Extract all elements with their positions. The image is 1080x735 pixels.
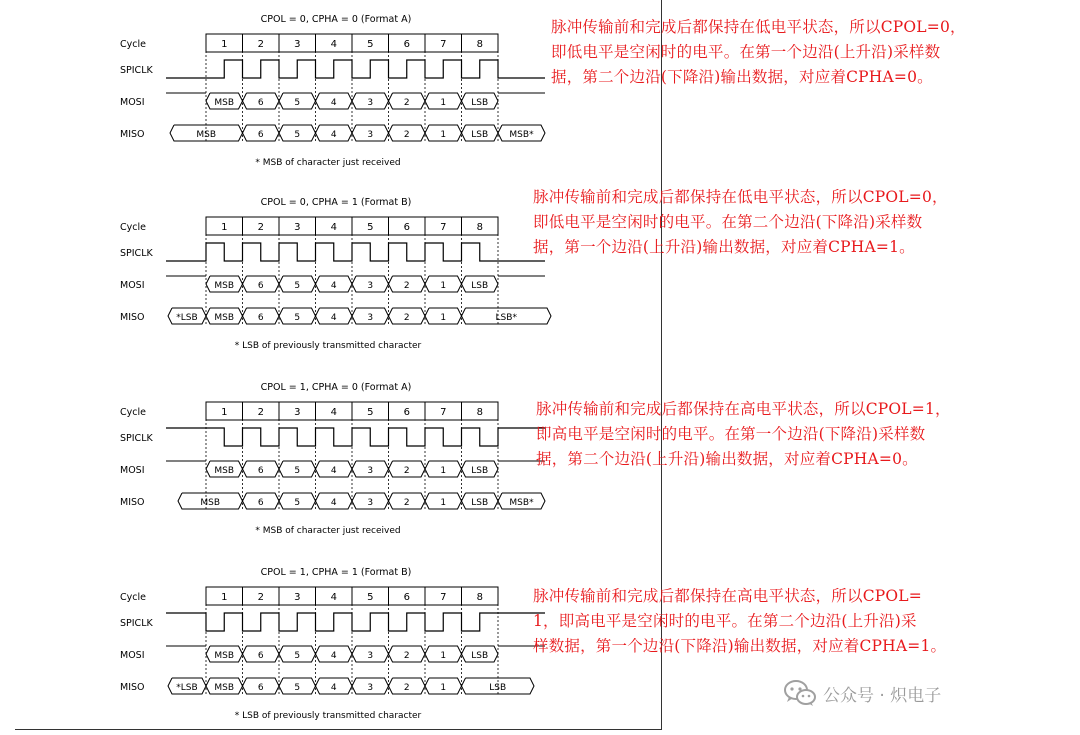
diagram-footnote: * MSB of character just received <box>255 526 401 536</box>
annotation-line: 样数据，第一个边沿(下降沿)输出数据，对应着CPHA=1。 <box>533 637 947 655</box>
mosi-bit-label: LSB <box>471 466 489 476</box>
watermark <box>783 678 941 708</box>
wechat-icon <box>783 678 817 708</box>
miso-bit-label: 4 <box>330 498 337 508</box>
spiclk-waveform <box>166 428 545 446</box>
miso-bit-label: 6 <box>257 313 264 323</box>
annotation-format-a-cpol1 <box>536 397 951 472</box>
diagram-title: CPOL = 0, CPHA = 1 (Format B) <box>260 197 412 208</box>
mosi-bit-label: LSB <box>471 281 489 291</box>
spiclk-waveform <box>166 60 545 78</box>
miso-bit-label: 3 <box>367 313 374 323</box>
miso-bit-label: 5 <box>294 130 301 140</box>
annotation-line: 据，第二个边沿(下降沿)输出数据，对应着CPHA=0。 <box>551 68 933 86</box>
miso-bit-label: MSB <box>214 313 235 323</box>
miso-bit-label: 4 <box>330 130 337 140</box>
mosi-bit-label: 2 <box>403 651 410 661</box>
mosi-bit-label: 5 <box>294 281 301 291</box>
annotation-line: 脉冲传输前和完成后都保持在高电平状态，所以CPOL= <box>533 587 922 605</box>
mosi-bit-label: 6 <box>257 466 264 476</box>
miso-bit-label: 5 <box>294 498 301 508</box>
cycle-number: 1 <box>221 39 228 50</box>
mosi-bit-label: 5 <box>294 651 301 661</box>
mosi-bit-label: MSB <box>214 651 235 661</box>
annotation-line: 据，第二个边沿(上升沿)输出数据，对应着CPHA=0。 <box>536 450 918 468</box>
miso-bit-label: 3 <box>367 683 374 693</box>
cycle-number: 3 <box>294 592 301 603</box>
row-label-mosi: MOSI <box>120 97 145 108</box>
annotation-format-a-cpol0 <box>551 15 966 90</box>
cycle-number: 5 <box>367 39 374 50</box>
diagram-footnote: * LSB of previously transmitted character <box>234 341 422 351</box>
row-label-cycle: Cycle <box>120 407 146 418</box>
cycle-number: 2 <box>257 407 264 418</box>
miso-bit-label: LSB <box>489 683 507 693</box>
miso-bit-label: 2 <box>403 130 410 140</box>
diagram-title: CPOL = 1, CPHA = 1 (Format B) <box>260 567 412 578</box>
miso-bit-label: LSB* <box>495 313 517 323</box>
miso-bit-label: 2 <box>403 498 410 508</box>
cycle-number: 4 <box>330 592 337 603</box>
row-label-mosi: MOSI <box>120 465 145 476</box>
cycle-number: 5 <box>367 222 374 233</box>
row-label-miso: MISO <box>120 129 145 140</box>
annotation-line: 据，第一个边沿(上升沿)输出数据，对应着CPHA=1。 <box>533 238 915 256</box>
mosi-bit-label: 6 <box>257 281 264 291</box>
mosi-bit-label: 1 <box>440 466 447 476</box>
cycle-number: 5 <box>367 407 374 418</box>
cycle-number: 7 <box>440 222 447 233</box>
mosi-bit-label: 3 <box>367 466 374 476</box>
mosi-bit-label: 4 <box>330 466 337 476</box>
miso-bit-label: MSB* <box>509 498 534 508</box>
miso-bit-label: MSB* <box>509 130 534 140</box>
cycle-number: 6 <box>403 592 410 603</box>
cycle-number: 3 <box>294 222 301 233</box>
mosi-bit-label: 6 <box>257 98 264 108</box>
miso-bit-label: 6 <box>257 683 264 693</box>
miso-bit-label: 2 <box>403 313 410 323</box>
miso-bit-label: 4 <box>330 683 337 693</box>
cycle-number: 3 <box>294 39 301 50</box>
mosi-bit-label: 2 <box>403 98 410 108</box>
timing-diagram-4 <box>120 567 545 721</box>
watermark-text: 公众号 · 炽电子 <box>823 685 942 706</box>
mosi-bit-label: 1 <box>440 651 447 661</box>
miso-bit-label: 2 <box>403 683 410 693</box>
cycle-number: 8 <box>476 592 483 603</box>
row-label-spiclk: SPICLK <box>120 618 153 629</box>
cycle-number: 2 <box>257 39 264 50</box>
miso-bit-label: 3 <box>367 130 374 140</box>
cycle-number: 6 <box>403 407 410 418</box>
row-label-cycle: Cycle <box>120 39 146 50</box>
miso-bit-label: 5 <box>294 313 301 323</box>
mosi-bit-label: 5 <box>294 98 301 108</box>
miso-bit-label: 3 <box>367 498 374 508</box>
row-label-spiclk: SPICLK <box>120 248 153 259</box>
miso-bit-label: MSB <box>196 130 217 140</box>
mosi-bit-label: 4 <box>330 98 337 108</box>
row-label-miso: MISO <box>120 682 145 693</box>
annotation-line: 即高电平是空闲时的电平。在第一个边沿(下降沿)采样数 <box>536 425 926 443</box>
cycle-number: 5 <box>367 592 374 603</box>
cycle-number: 1 <box>221 592 228 603</box>
timing-diagram-2 <box>120 197 551 351</box>
cycle-number: 7 <box>440 407 447 418</box>
mosi-bit-label: 2 <box>403 281 410 291</box>
miso-bit-label: MSB <box>200 498 221 508</box>
mosi-bit-label: 2 <box>403 466 410 476</box>
cycle-number: 4 <box>330 222 337 233</box>
annotation-line: 即低电平是空闲时的电平。在第一个边沿(上升沿)采样数 <box>551 43 941 61</box>
diagram-footnote: * LSB of previously transmitted character <box>234 711 422 721</box>
annotation-line: 脉冲传输前和完成后都保持在低电平状态，所以CPOL=0， <box>551 18 966 36</box>
cycle-number: 2 <box>257 222 264 233</box>
cycle-number: 1 <box>221 407 228 418</box>
miso-bit-label: MSB <box>214 683 235 693</box>
miso-bit-label: *LSB <box>176 313 198 323</box>
miso-bit-label: 6 <box>257 498 264 508</box>
row-label-spiclk: SPICLK <box>120 433 153 444</box>
cycle-number: 8 <box>476 222 483 233</box>
cycle-number: 3 <box>294 407 301 418</box>
miso-bit-label: LSB <box>471 130 489 140</box>
cycle-number: 6 <box>403 39 410 50</box>
annotation-line: 即低电平是空闲时的电平。在第二个边沿(下降沿)采样数 <box>533 213 923 231</box>
row-label-miso: MISO <box>120 312 145 323</box>
cycle-number: 2 <box>257 592 264 603</box>
miso-bit-label: 1 <box>440 683 447 693</box>
diagram-title: CPOL = 0, CPHA = 0 (Format A) <box>260 14 412 25</box>
cycle-number: 4 <box>330 407 337 418</box>
miso-bit-label: 4 <box>330 313 337 323</box>
mosi-bit-label: 3 <box>367 651 374 661</box>
mosi-bit-label: 1 <box>440 281 447 291</box>
row-label-spiclk: SPICLK <box>120 65 153 76</box>
annotation-format-b-cpol1 <box>533 584 946 659</box>
timing-diagram-3 <box>120 382 545 536</box>
miso-bit-label: 5 <box>294 683 301 693</box>
mosi-bit-label: MSB <box>214 466 235 476</box>
annotation-line: 1，即高电平是空闲时的电平。在第二个边沿(上升沿)采 <box>533 612 917 630</box>
mosi-bit-label: 5 <box>294 466 301 476</box>
mosi-bit-label: 3 <box>367 281 374 291</box>
miso-bit-label: 1 <box>440 498 447 508</box>
mosi-bit-label: LSB <box>471 98 489 108</box>
annotation-format-b-cpol0 <box>533 185 948 260</box>
mosi-bit-label: 1 <box>440 98 447 108</box>
diagram-title: CPOL = 1, CPHA = 0 (Format A) <box>260 382 412 393</box>
miso-bit-label: 6 <box>257 130 264 140</box>
timing-diagram-1 <box>120 14 545 168</box>
miso-bit-label: LSB <box>471 498 489 508</box>
mosi-bit-label: 4 <box>330 281 337 291</box>
annotation-line: 脉冲传输前和完成后都保持在高电平状态，所以CPOL=1， <box>536 400 951 418</box>
row-label-mosi: MOSI <box>120 280 145 291</box>
miso-bit-label: *LSB <box>176 683 198 693</box>
mosi-bit-label: LSB <box>471 651 489 661</box>
row-label-mosi: MOSI <box>120 650 145 661</box>
row-label-cycle: Cycle <box>120 592 146 603</box>
cycle-number: 8 <box>476 39 483 50</box>
spiclk-waveform <box>166 243 545 261</box>
cycle-number: 7 <box>440 39 447 50</box>
cycle-number: 1 <box>221 222 228 233</box>
diagram-footnote: * MSB of character just received <box>255 158 401 168</box>
annotation-line: 脉冲传输前和完成后都保持在低电平状态，所以CPOL=0， <box>533 188 948 206</box>
cycle-number: 6 <box>403 222 410 233</box>
mosi-bit-label: 3 <box>367 98 374 108</box>
miso-bit-label: 1 <box>440 313 447 323</box>
row-label-miso: MISO <box>120 497 145 508</box>
mosi-bit-label: MSB <box>214 281 235 291</box>
cycle-number: 7 <box>440 592 447 603</box>
mosi-bit-label: 4 <box>330 651 337 661</box>
row-label-cycle: Cycle <box>120 222 146 233</box>
mosi-bit-label: 6 <box>257 651 264 661</box>
spiclk-waveform <box>166 613 545 631</box>
cycle-number: 4 <box>330 39 337 50</box>
miso-bit-label: 1 <box>440 130 447 140</box>
cycle-number: 8 <box>476 407 483 418</box>
mosi-bit-label: MSB <box>214 98 235 108</box>
